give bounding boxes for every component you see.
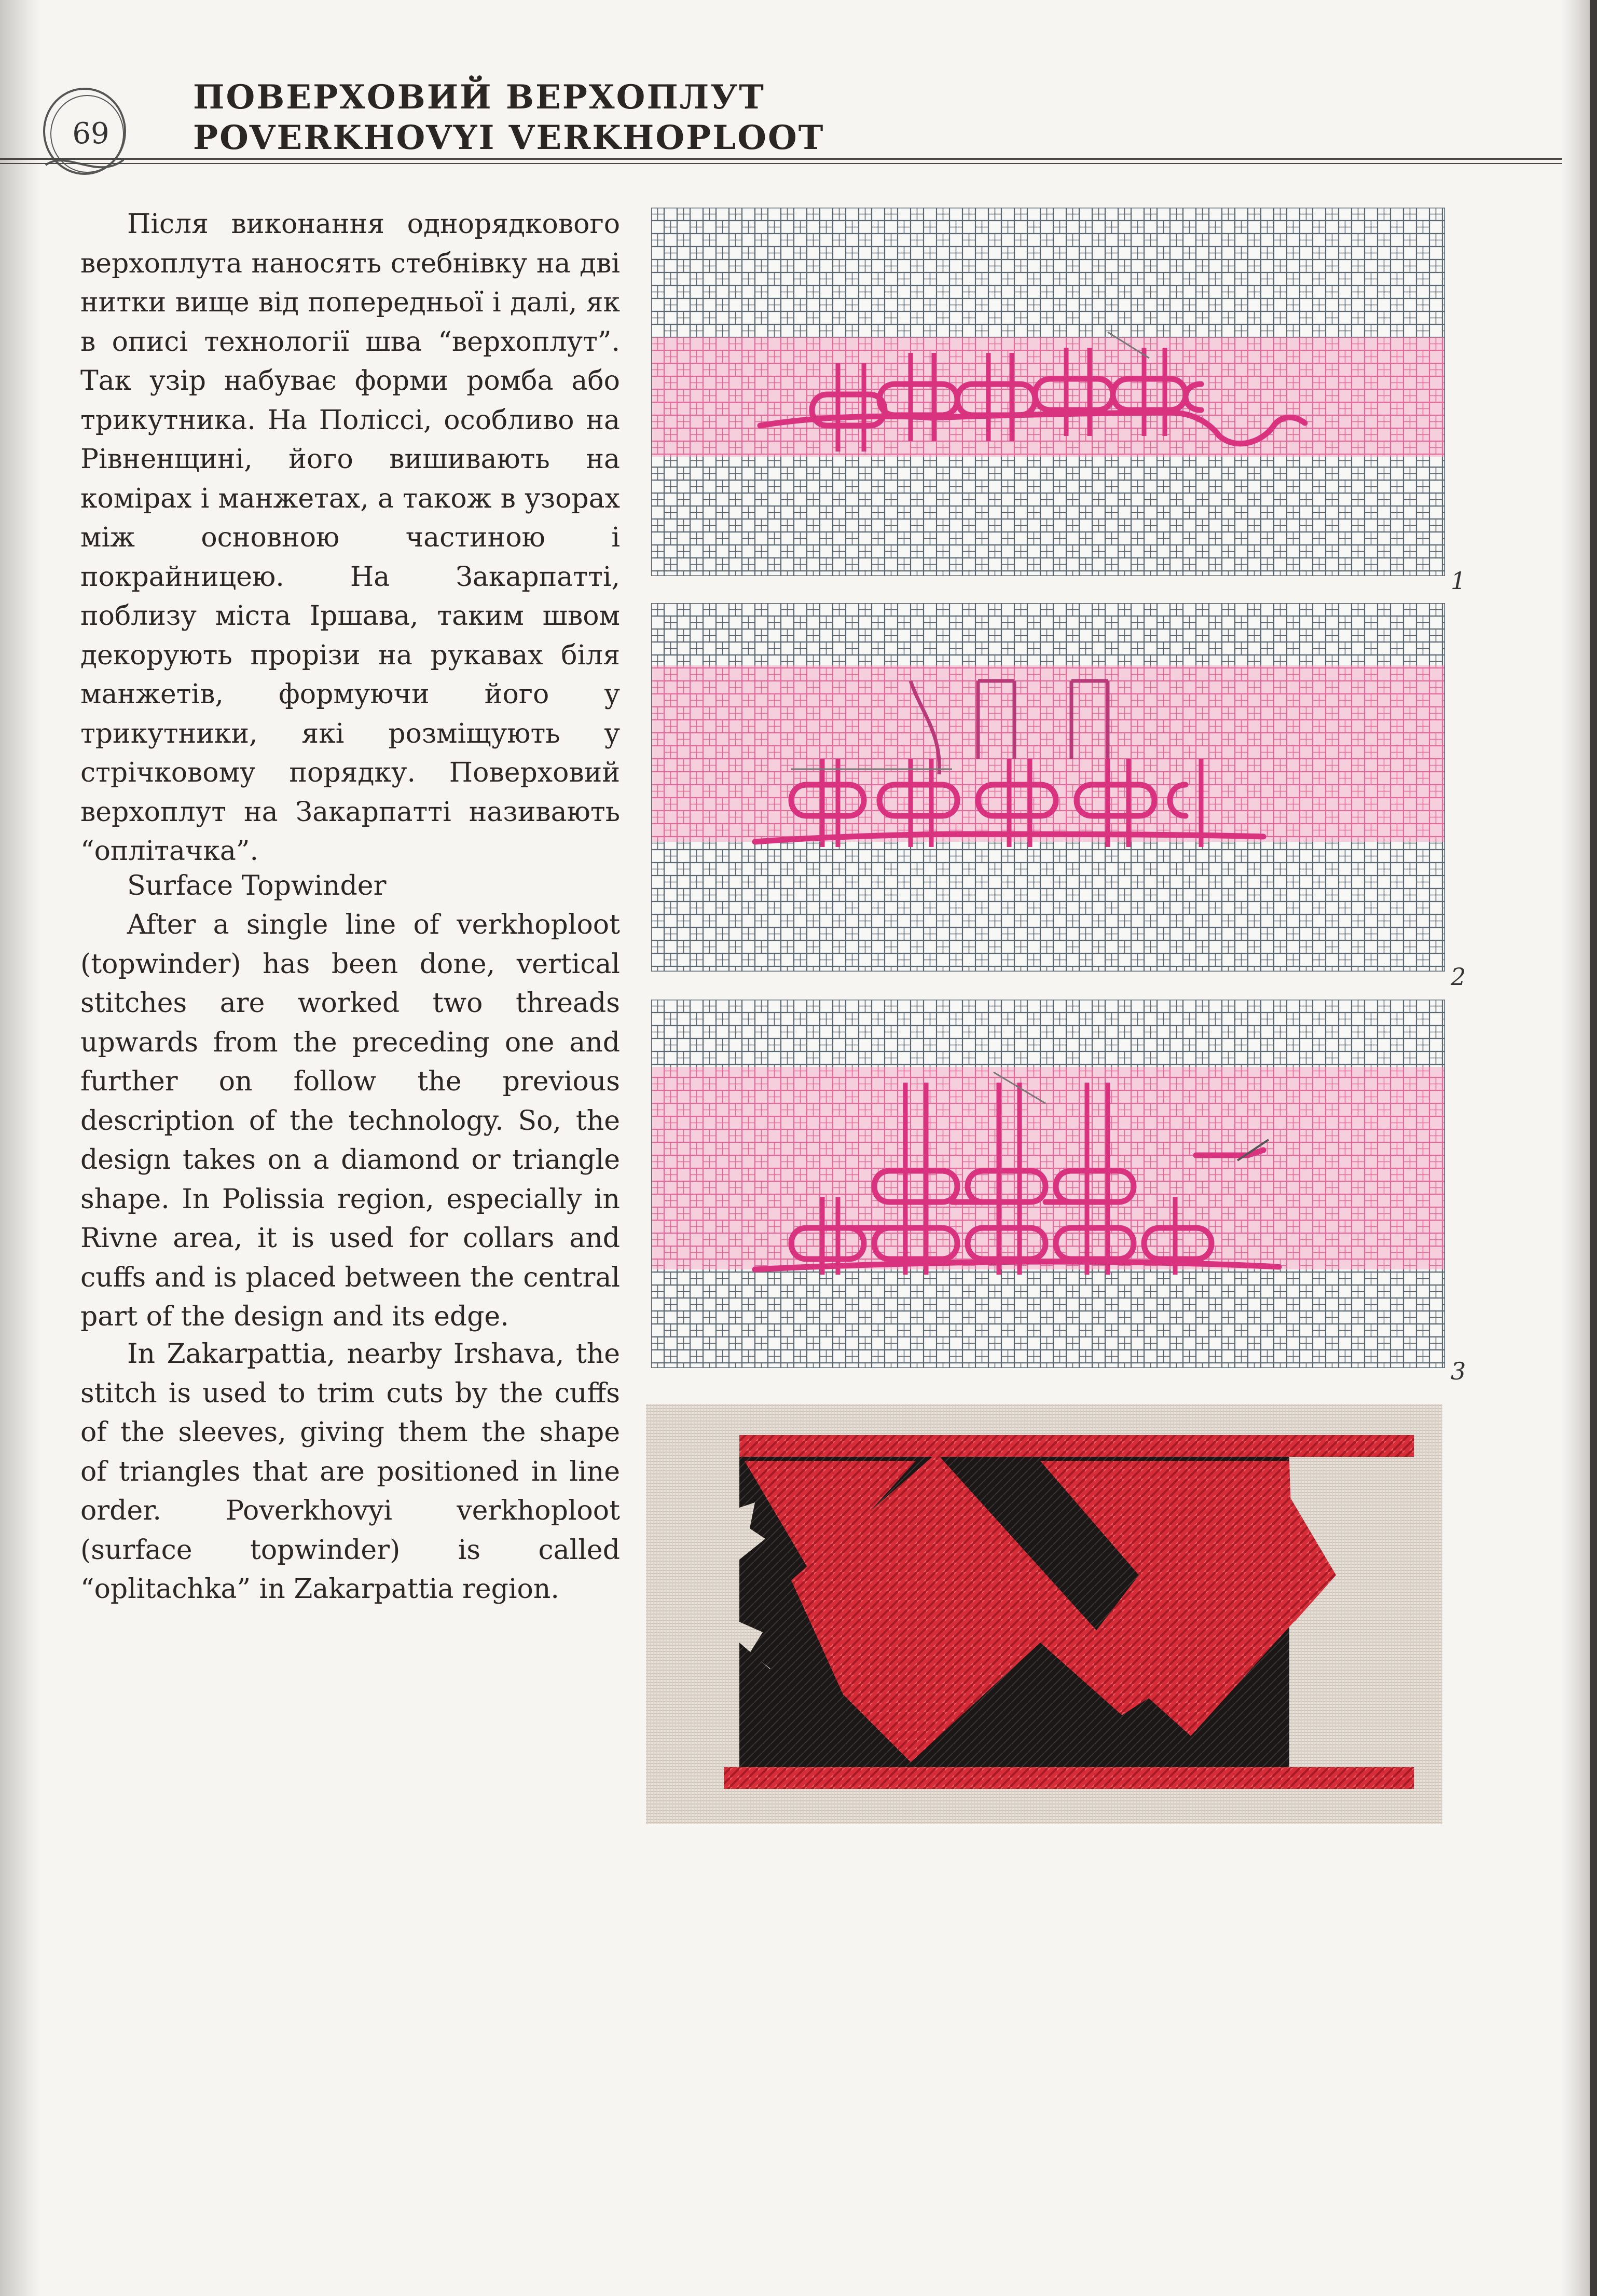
english-description bbox=[80, 906, 620, 1337]
stitch-diagram-2 bbox=[651, 603, 1445, 972]
page-number: 69 bbox=[72, 117, 109, 151]
embroidery-sample-photo bbox=[646, 1404, 1442, 1824]
figure-label-3: 3 bbox=[1451, 1357, 1466, 1385]
figure-label-1: 1 bbox=[1451, 567, 1466, 595]
stitch-diagram-3 bbox=[651, 1000, 1445, 1368]
figure-label-2: 2 bbox=[1451, 963, 1466, 991]
header-rule-thin bbox=[0, 163, 1562, 164]
page-title-ukrainian: ПОВЕРХОВИЙ ВЕРХОПЛУТ bbox=[193, 78, 765, 117]
page-gutter-shadow bbox=[0, 0, 42, 2296]
english-paragraph-1: After a single line of verkhoploot (topwinder) has been done, vertical stitches are worked two threads upwards from the preceding one and further on follow the previous description of the technology. So, the design takes on a diamond or triangle shape. In Polissia region, especially in Rivne area, it is used for collars and cuffs and is placed between the central part of the design and its edge. bbox=[80, 909, 620, 1332]
english-paragraph-2: In Zakarpattia, nearby Irshava, the stitch is used to trim cuts by the cuffs of the sleeves, giving them the shape of triangles that are positioned in line order. Poverkhovyi verkhoploot (surface topwinder) is called “oplitachka” in Zakarpattia region. bbox=[80, 1338, 620, 1605]
english-description-2 bbox=[80, 1335, 620, 1609]
ukrainian-paragraph: Після виконання однорядкового верхоплута наносять стебнівку на дві нитки вище від попередньої і далі, як в описі технології шва “верхоплут”. Так узір набуває форми ромба або трикутника. На Поліссі, особливо на Рівненщині, його вишивають на комірах і манжетах, а також в узорах між основною частиною і покрайницею. На Закарпатті, поблизу міста Іршава, таким швом декорують прорізи на рукавах біля манжетів, формуючи його у трикутники, які розміщують у стрічковому порядку. Поверховий верхоплут на Закарпатті називають “оплітачка”. bbox=[80, 209, 620, 867]
ukrainian-description bbox=[80, 205, 620, 871]
header-rule bbox=[0, 158, 1562, 160]
page-edge bbox=[1590, 0, 1597, 2296]
english-heading: Surface Topwinder bbox=[127, 870, 387, 901]
page-title-english: POVERKHOVYI VERKHOPLOOT bbox=[193, 118, 825, 157]
stitch-diagram-1 bbox=[651, 208, 1445, 576]
